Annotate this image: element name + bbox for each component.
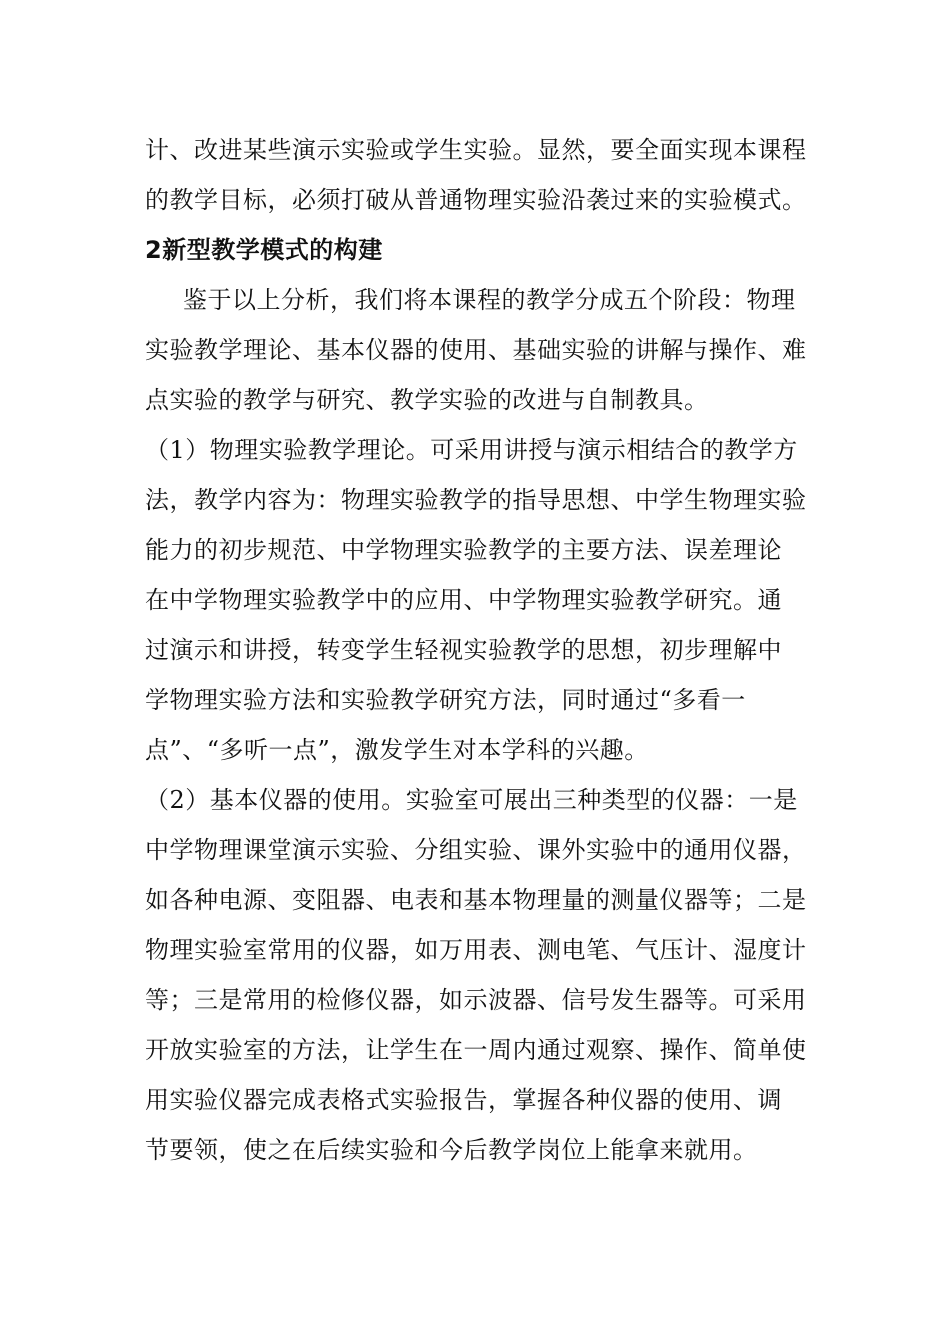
- paragraph-line: 过演示和讲授，转变学生轻视实验教学的思想，初步理解中: [145, 636, 782, 664]
- paragraph-line: 法，教学内容为：物理实验教学的指导思想、中学生物理实验: [145, 486, 807, 514]
- paragraph-line: 在中学物理实验教学中的应用、中学物理实验教学研究。通: [145, 586, 782, 614]
- paragraph-line: 开放实验室的方法，让学生在一周内通过观察、操作、简单使: [145, 1036, 807, 1064]
- paragraph-line: 能力的初步规范、中学物理实验教学的主要方法、误差理论: [145, 536, 782, 564]
- paragraph-line: 计、改进某些演示实验或学生实验。显然，要全面实现本课程: [145, 136, 807, 164]
- paragraph-line: （1）物理实验教学理论。可采用讲授与演示相结合的教学方: [145, 436, 798, 464]
- paragraph-line: 节要领，使之在后续实验和今后教学岗位上能拿来就用。: [145, 1136, 758, 1164]
- paragraph-line: 物理实验室常用的仪器，如万用表、测电笔、气压计、湿度计: [145, 936, 807, 964]
- paragraph-line: 点”、“多听一点”，激发学生对本学科的兴趣。: [145, 736, 649, 764]
- paragraph-line: 学物理实验方法和实验教学研究方法，同时通过“多看一: [145, 686, 746, 714]
- section-heading: 2新型教学模式的构建: [145, 236, 383, 264]
- paragraph-line: 等；三是常用的检修仪器，如示波器、信号发生器等。可采用: [145, 986, 807, 1014]
- paragraph-line: （2）基本仪器的使用。实验室可展出三种类型的仪器：一是: [145, 786, 798, 814]
- paragraph-line: 实验教学理论、基本仪器的使用、基础实验的讲解与操作、难: [145, 336, 807, 364]
- paragraph-line: 点实验的教学与研究、教学实验的改进与自制教具。: [145, 386, 709, 414]
- paragraph-line: 的教学目标，必须打破从普通物理实验沿袭过来的实验模式。: [145, 186, 807, 214]
- paragraph-line: 如各种电源、变阻器、电表和基本物理量的测量仪器等；二是: [145, 886, 807, 914]
- paragraph-line: 中学物理课堂演示实验、分组实验、课外实验中的通用仪器，: [145, 836, 807, 864]
- paragraph-line: 鉴于以上分析，我们将本课程的教学分成五个阶段：物理: [183, 286, 796, 314]
- paragraph-line: 用实验仪器完成表格式实验报告，掌握各种仪器的使用、调: [145, 1086, 782, 1114]
